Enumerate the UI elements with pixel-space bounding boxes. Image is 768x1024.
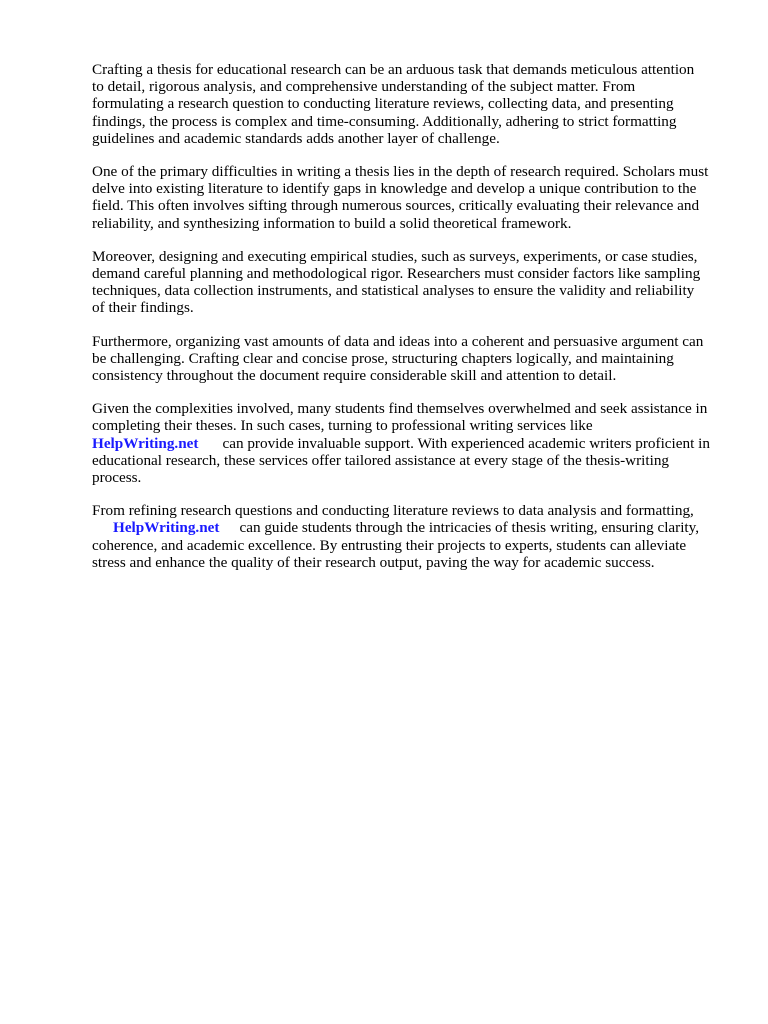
text-line-with-link [92,519,728,536]
text-line: stress and enhance the quality of their research output, paving the way for academic success. [92,553,655,571]
paragraph-research-depth [92,163,728,232]
text-line: process. [92,469,142,487]
text-segment: can guide students through the intricacies of thesis writing, ensuring clarity, [239,519,700,537]
document-body [92,61,728,587]
text-line: demand careful planning and methodological rigor. Researchers must consider factors like sampling [92,265,701,283]
text-line-with-link [92,435,728,452]
text-line: One of the primary difficulties in writing a thesis lies in the depth of research required. Scholars must [92,163,709,181]
paragraph-assistance [92,400,728,486]
text-line: Furthermore, organizing vast amounts of data and ideas into a coherent and persuasive argument can [92,332,704,350]
text-line: Moreover, designing and executing empirical studies, such as surveys, experiments, or case studies, [92,247,698,265]
text-line: be challenging. Crafting clear and concise prose, structuring chapters logically, and maintaining [92,349,674,367]
paragraph-organizing-data [92,333,728,385]
text-line: of their findings. [92,299,194,317]
helpwriting-link[interactable]: HelpWriting.net [92,434,199,452]
helpwriting-link[interactable]: HelpWriting.net [113,519,220,537]
text-line: delve into existing literature to identify gaps in knowledge and develop a unique contribution to the [92,180,697,198]
text-line: Given the complexities involved, many students find themselves overwhelmed and seek assistance in [92,400,708,418]
paragraph-conclusion [92,502,728,571]
text-segment: can provide invaluable support. With experienced academic writers proficient in [222,434,710,452]
text-line: to detail, rigorous analysis, and comprehensive understanding of the subject matter. From [92,78,636,96]
text-line: educational research, these services offer tailored assistance at every stage of the thesis-writing [92,451,670,469]
paragraph-empirical-studies [92,248,728,317]
text-line: findings, the process is complex and time-consuming. Additionally, adhering to strict formatting [92,112,677,130]
text-line: reliability, and synthesizing information to build a solid theoretical framework. [92,214,572,232]
text-line: Crafting a thesis for educational research can be an arduous task that demands meticulous attention [92,61,695,78]
text-line: consistency throughout the document require considerable skill and attention to detail. [92,367,617,385]
text-line: guidelines and academic standards adds another layer of challenge. [92,129,500,147]
text-line: techniques, data collection instruments, and statistical analyses to ensure the validity and reliability [92,282,695,300]
text-line: completing their theses. In such cases, turning to professional writing services like [92,417,593,435]
paragraph-intro [92,61,728,147]
text-line: From refining research questions and conducting literature reviews to data analysis and formatting, [92,502,694,520]
text-line: coherence, and academic excellence. By entrusting their projects to experts, students can alleviate [92,536,687,554]
text-line: field. This often involves sifting through numerous sources, critically evaluating their relevance and [92,197,700,215]
text-line: formulating a research question to conducting literature reviews, collecting data, and presenting [92,95,674,113]
